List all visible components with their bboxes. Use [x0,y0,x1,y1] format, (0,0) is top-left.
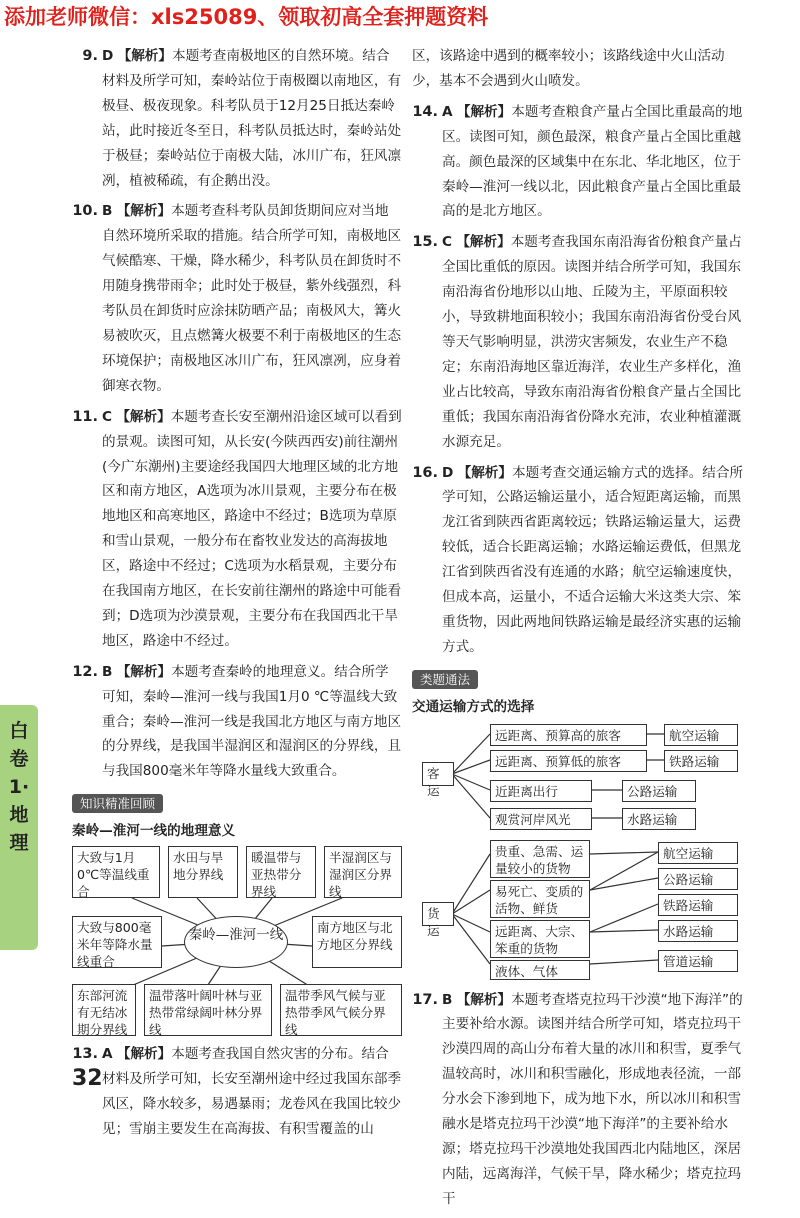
diagram-node: 东部河流有无结冰期分界线 [72,984,136,1036]
diagram-node: 大致与1月0℃等温线重合 [72,846,160,898]
analysis-tag: 【解析】 [456,991,512,1008]
transport-diagram [412,722,744,980]
tip-label: 类题通法 [412,670,478,689]
tip-label: 知识精准回顾 [72,794,163,813]
answer-letter: A [102,1046,113,1063]
answer-letter: B [442,991,453,1008]
analysis-tag: 【解析】 [456,103,512,120]
diagram-node: 水田与旱地分界线 [168,846,238,898]
answer-letter: C [102,408,112,425]
diagram-node: 半湿润区与湿润区分界线 [324,846,402,898]
answer-letter: A [442,103,453,120]
question-number: 10. [72,203,98,220]
analysis-text: 本题考查我国东南沿海省份粮食产量占全国比重低的原因。读图并结合所学可知，我国东南沿海省份地形以山地、丘陵为主，平原面积较小，导致耕地面积较小；我国东南沿海省份受台风等天气影响明显，洪涝灾害频发，农业生产不稳定；东南沿海地区靠近海洋，农业生产多样化，渔业占比较高，导致东南沿海省份粮食产量占全国比重低；我国东南沿海省份降水充沛，农业种植灌溉水源充足。 [442,234,742,450]
right-column [412,44,744,1218]
left-column [72,44,402,1148]
answer-11 [72,405,402,654]
side-tab [0,705,38,950]
answer-17 [412,988,744,1212]
diagram-node: 远距离、预算低的旅客 [490,750,647,772]
diagram-node: 易死亡、变质的活物、鲜货 [490,880,590,918]
analysis-text: 本题考查粮食产量占全国比重最高的地区。读图可知，颜色最深，粮食产量占全国比重越高。颜色最深的区域集中在东北、华北地区，位于秦岭—淮河一线以北，因此粮食产量占全国比重最高的是北方地区。 [442,103,743,220]
answer-13 [72,1042,402,1142]
diagram-node: 温带季风气候与亚热带季风气候分界线 [280,984,402,1036]
answer-12 [72,660,402,785]
diagram-node: 观赏河岸风光 [490,808,592,830]
diagram-node: 公路运输 [622,780,696,802]
question-number: 16. [412,464,438,481]
diagram-center: 秦岭—淮河一线 [184,916,288,968]
analysis-text: 本题考查秦岭的地理意义。结合所学可知，秦岭—淮河一线与我国1月0 ℃等温线大致重合；秦岭—淮河一线是我国北方地区与南方地区的分界线，是我国半湿润区和湿润区的分界线，且与我国800毫米年等降水量线大致重合。 [102,663,402,780]
analysis-tag: 【解析】 [116,663,172,680]
analysis-text: 本题考查交通运输方式的选择。结合所学可知，公路运输运量小，适合短距离运输，而黑龙江省到陕西省距离较远；铁路运输运量大，运费较低，适合长距离运输；水路运输运费低，但黑龙江省到陕西省没有连通的水路；航空运输速度快，但成本高，运量小，不适合运输大米这类大宗、笨重货物，因此两地间铁路运输是最经济实惠的运输方式。 [442,464,744,655]
diagram-node: 航空运输 [658,842,738,864]
question-number: 9. [82,48,98,64]
question-number: 13. [72,1046,98,1063]
diagram-node: 远距离、预算高的旅客 [490,724,647,746]
analysis-text: 本题考查长安至潮州沿途区域可以看到的景观。读图可知，从长安(今陕西西安)前往潮州(今广东潮州)主要途经我国四大地理区域的北方地区和南方地区，A选项为冰川景观，主要分布在极地地区和高寒地区，路途中不经过；B选项为草原和雪山景观，一般分布在畜牧业发达的高海拔地区，路途中不经过；C选项为水稻景观，主要分布在我国南方地区，在长安前往潮州的路途中可能看到；D选项为沙漠景观，主要分布在我国西北干旱地区，路途中不经过。 [102,408,402,649]
diagram-node: 水路运输 [622,808,696,830]
analysis-tag: 【解析】 [117,48,172,64]
qinling-diagram [72,846,402,1036]
question-number: 12. [72,663,98,680]
diagram-node: 公路运输 [658,868,738,890]
diagram-node: 贵重、急需、运量较小的货物 [490,840,590,878]
question-number: 14. [412,103,438,120]
diagram-node: 南方地区与北方地区分界线 [312,916,402,968]
answer-letter: D [442,464,454,481]
answer-16 [412,461,744,660]
analysis-tag: 【解析】 [116,1046,172,1063]
analysis-tag: 【解析】 [456,234,511,251]
analysis-tag: 【解析】 [457,464,512,481]
answer-14 [412,100,744,225]
diagram-node: 近距离出行 [490,780,592,802]
diagram-node: 铁路运输 [664,750,738,772]
answer-13-continued: 区，该路途中遇到的概率较小；该路线途中火山活动少，基本不会遇到火山喷发。 [412,48,725,89]
diagram-node: 大致与800毫米年等降水量线重合 [72,916,162,968]
answer-letter: B [102,663,113,680]
diagram-node: 铁路运输 [658,894,738,916]
diagram-node: 温带落叶阔叶林与亚热带常绿阔叶林分界线 [144,984,272,1036]
analysis-text: 本题考查我国自然灾害的分布。结合材料及所学可知，长安至潮州途中经过我国东部季风区，降水较多，易遇暴雨；龙卷风在我国比较少见；雪崩主要发生在高海拔、有积雪覆盖的山 [102,1046,402,1137]
diagram-node: 液体、气体 [490,960,590,980]
answer-10 [72,199,402,398]
diagram-node: 航空运输 [664,724,738,746]
promo-banner: 添加老师微信：xls25089、领取初高全套押题资料 [0,0,800,34]
answer-letter: C [442,234,452,251]
answer-letter: B [102,203,113,220]
diagram-node: 管道运输 [658,950,738,972]
diagram-node: 暖温带与亚热带分界线 [246,846,316,898]
analysis-text: 本题考查南极地区的自然环境。结合材料及所学可知，秦岭站位于南极圈以南地区，有极昼、极夜现象。科考队员于12月25日抵达秦岭站，此时接近冬至日，科考队员抵达时，秦岭站处于极昼；秦岭站位于南极大陆，冰川广布，狂风凛冽，植被稀疏，有企鹅出没。 [102,48,402,189]
diagram-title: 秦岭—淮河一线的地理意义 [72,823,236,840]
analysis-text: 本题考查塔克拉玛干沙漠“地下海洋”的主要补给水源。读图并结合所学可知，塔克拉玛干沙漠四周的高山分布着大量的冰川和积雪，夏季气温较高时，冰川和积雪融化，形成地表径流，一部分水会下渗到地下，成为地下水，所以冰川和积雪融水是塔克拉玛干沙漠“地下海洋”的主要补给水源；塔克拉玛干沙漠地处我国西北内陆地区，深居内陆，远离海洋，气候干旱，降水稀少；塔克拉玛干 [442,991,743,1207]
passenger-label: 客运 [422,762,454,786]
diagram-node: 远距离、大宗、笨重的货物 [490,920,590,958]
answer-9 [72,44,402,193]
analysis-text: 本题考查科考队员卸货期间应对当地自然环境所采取的措施。结合所学可知，南极地区气候酷寒、干燥，降水稀少，科考队员在卸货时不用随身携带雨伞；此时处于极昼，紫外线强烈，科考队员在卸货时应涂抹防晒产品；南极风大，篝火易被吹灭，且点燃篝火极要不利于南极地区的生态环境保护；南极地区冰川广布，狂风凛冽，应身着御寒衣物。 [102,203,402,394]
answer-15 [412,230,744,454]
freight-label: 货运 [422,902,454,926]
question-number: 15. [412,234,438,251]
side-tab-label: 白卷1·地理 [8,720,30,854]
answer-letter: D [102,48,114,64]
diagram-node: 水路运输 [658,920,738,942]
analysis-tag: 【解析】 [116,408,171,425]
analysis-tag: 【解析】 [116,203,172,220]
page-number: 32 [72,1066,103,1091]
question-number: 11. [72,408,98,425]
diagram-title: 交通运输方式的选择 [412,698,535,715]
question-number: 17. [412,991,438,1008]
